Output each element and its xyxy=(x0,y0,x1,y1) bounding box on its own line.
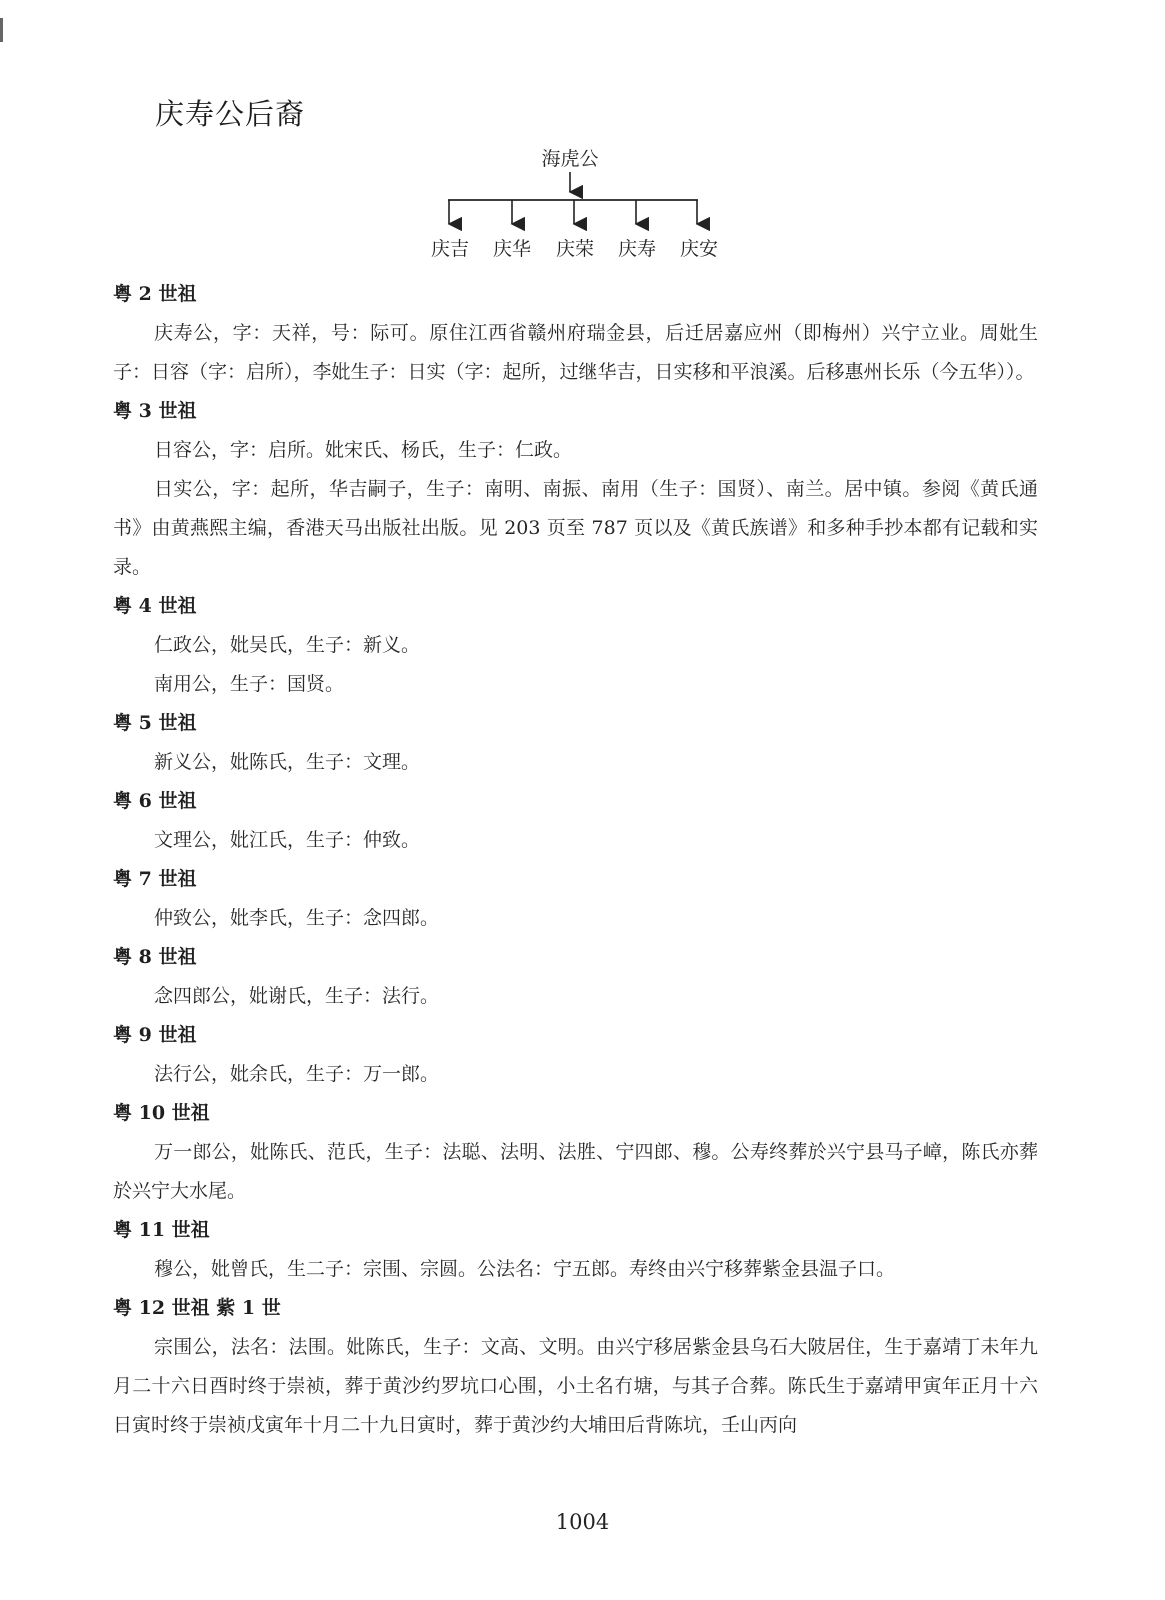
generation-entry: 南用公，生子：国贤。 xyxy=(154,673,345,695)
generation-section xyxy=(113,1289,1038,1445)
generation-entry: 宗围公，法名：法围。妣陈氏，生子：文高、文明。由兴宁移居紫金县乌石大陂居住，生于嘉靖丁未年九月二十六日酉时终于崇祯，葬于黄沙约罗坑口心围，小土名冇塘，与其子合葬。陈氏生于嘉靖甲寅年正月十六日寅时终于崇祯戊寅年十月二十九日寅时，葬于黄沙约大埔田后背陈坑，壬山丙向 xyxy=(113,1336,1038,1436)
generation-section xyxy=(113,782,1038,860)
tree-child-1: 庆吉 xyxy=(430,238,470,260)
generation-entry: 庆寿公，字：天祥，号：际可。原住江西省赣州府瑞金县，后迁居嘉应州（即梅州）兴宁立业。周妣生子：日容（字：启所），李妣生子：日实（字：起所，过继华吉，日实移和平浪溪。后移惠州长乐（今五华））。 xyxy=(113,322,1038,383)
generation-entry: 法行公，妣余氏，生子：万一郎。 xyxy=(154,1063,440,1085)
generation-heading: 粤 10 世祖 xyxy=(113,1102,210,1124)
tree-child-4: 庆寿 xyxy=(617,238,657,260)
generation-section xyxy=(113,1094,1038,1211)
tree-root-label: 海虎公 xyxy=(541,148,599,170)
family-tree-diagram xyxy=(0,0,1165,280)
generation-entry: 日实公，字：起所，华吉嗣子，生子：南明、南振、南用（生子：国贤）、南兰。居中镇。参阅《黄氏通书》由黄燕熙主编，香港天马出版社出版。见 203 页至 787 页以及《黄氏族谱》和多种手抄本都有记载和实录。 xyxy=(113,478,1038,578)
generation-heading: 粤 7 世祖 xyxy=(113,868,197,890)
generation-heading: 粤 11 世祖 xyxy=(113,1219,210,1241)
generation-section xyxy=(113,860,1038,938)
generation-section xyxy=(113,938,1038,1016)
generation-heading: 粤 4 世祖 xyxy=(113,595,197,617)
generation-heading: 粤 6 世祖 xyxy=(113,790,197,812)
generation-entry: 仁政公，妣吴氏，生子：新义。 xyxy=(154,634,421,656)
page-title: 庆寿公后裔 xyxy=(155,97,306,131)
generation-heading: 粤 2 世祖 xyxy=(113,283,197,305)
generation-entry: 文理公，妣江氏，生子：仲致。 xyxy=(154,829,421,851)
genealogy-body xyxy=(113,275,1038,1445)
tree-child-5: 庆安 xyxy=(679,238,719,260)
generation-entry: 仲致公，妣李氏，生子：念四郎。 xyxy=(154,907,440,929)
generation-section xyxy=(113,1211,1038,1289)
generation-heading: 粤 9 世祖 xyxy=(113,1024,197,1046)
generation-heading: 粤 3 世祖 xyxy=(113,400,197,422)
generation-section xyxy=(113,704,1038,782)
generation-section xyxy=(113,1016,1038,1094)
generation-entry: 穆公，妣曾氏，生二子：宗围、宗圆。公法名：宁五郎。寿终由兴宁移葬紫金县温子口。 xyxy=(154,1258,896,1280)
tree-child-2: 庆华 xyxy=(492,238,532,260)
generation-entry: 念四郎公，妣谢氏，生子：法行。 xyxy=(154,985,440,1007)
generation-heading: 粤 8 世祖 xyxy=(113,946,197,968)
generation-section xyxy=(113,392,1038,587)
generation-heading: 粤 12 世祖 紫 1 世 xyxy=(113,1297,281,1319)
tree-child-3: 庆荣 xyxy=(555,238,595,260)
generation-entry: 日容公，字：启所。妣宋氏、杨氏，生子：仁政。 xyxy=(154,439,573,461)
generation-section xyxy=(113,587,1038,704)
page-number: 1004 xyxy=(555,1510,610,1534)
generation-section xyxy=(113,275,1038,392)
generation-entry: 万一郎公，妣陈氏、范氏，生子：法聪、法明、法胜、宁四郎、穆。公寿终葬於兴宁县马子嶂，陈氏亦葬於兴宁大水尾。 xyxy=(113,1141,1038,1202)
generation-heading: 粤 5 世祖 xyxy=(113,712,197,734)
generation-entry: 新义公，妣陈氏，生子：文理。 xyxy=(154,751,421,773)
